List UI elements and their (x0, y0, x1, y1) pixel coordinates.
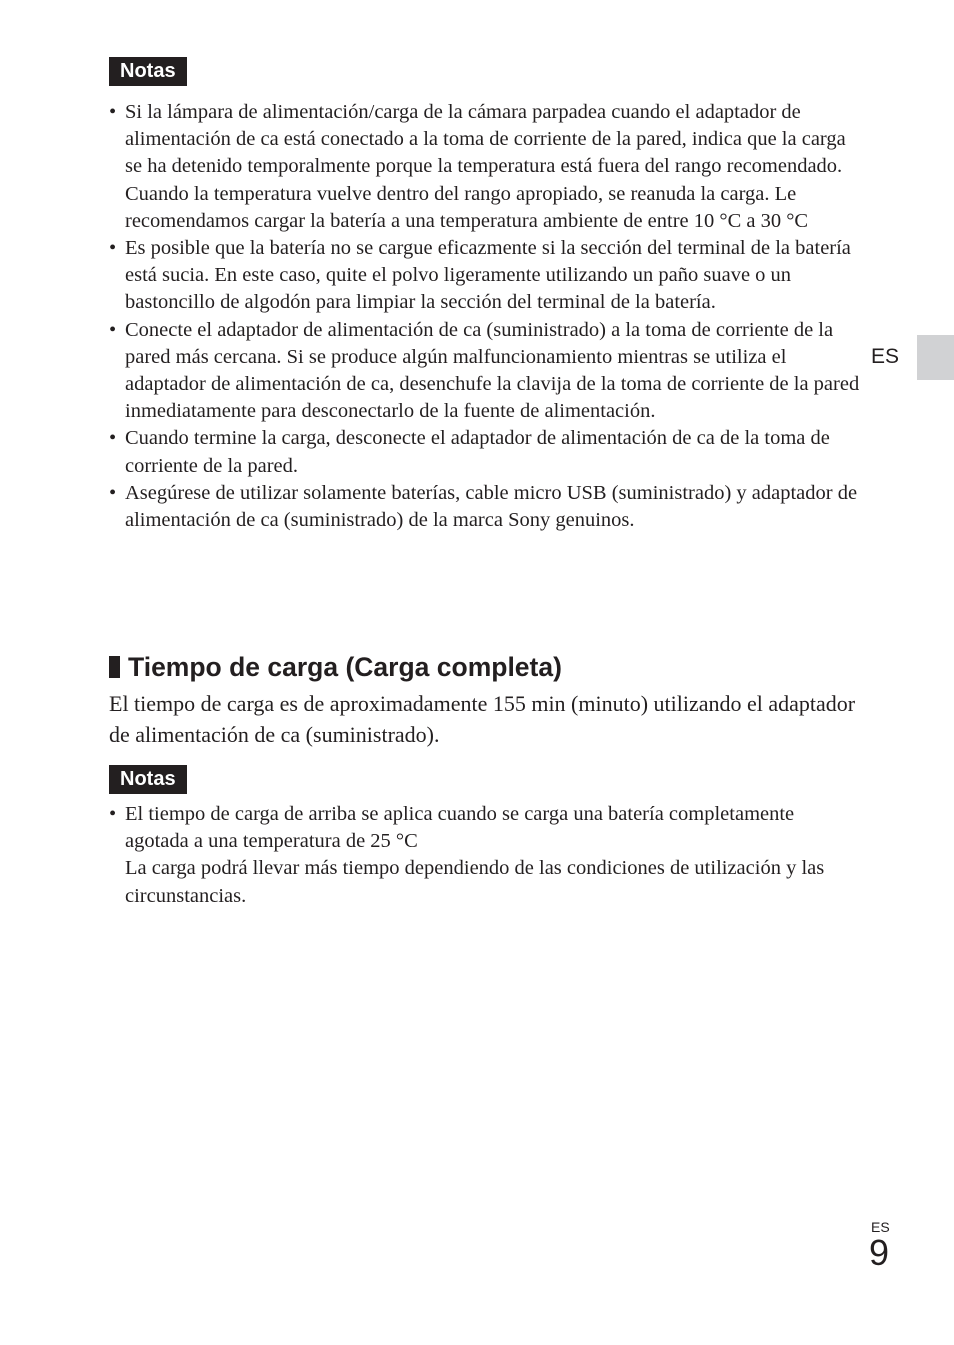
notes-list (109, 801, 861, 910)
side-tab (917, 335, 954, 380)
list-item: • Asegúrese de utilizar solamente baterías, cable micro USB (suministrado) y adaptador de alimentación de ca (suministrado) de la marca Sony genuinos. (109, 480, 861, 534)
note-line: El tiempo de carga de arriba se aplica cuando se carga una batería completamente agotada a una temperatura de 25 °C (125, 803, 795, 853)
list-item: • Es posible que la batería no se cargue eficazmente si la sección del terminal de la batería está sucia. En este caso, quite el polvo ligeramente utilizando un paño suave o un bastoncillo de algodón para limpiar la sección del terminal de la batería. (109, 235, 861, 317)
list-item: • Si la lámpara de alimentación/carga de la cámara parpadea cuando el adaptador de alimentación de ca está conectado a la toma de corriente de la pared, indica que la carga se ha detenido temporalmente porque la temperatura está fuera del rango recomendado. Cuando la temperatura vuelve dentro del rango apropiado, se reanuda la carga. Le recomendamos cargar la batería a una temperatura ambiente de entre 10 °C a 30 °C (109, 99, 861, 235)
list-item: • Cuando termine la carga, desconecte el adaptador de alimentación de ca de la toma de corriente de la pared. (109, 425, 861, 479)
heading-marker-icon (109, 656, 120, 678)
list-item (109, 801, 861, 910)
footer-language-label: ES (871, 1219, 890, 1235)
section-body: El tiempo de carga es de aproximadamente 155 min (minuto) utilizando el adaptador de alimentación de ca (suministrado). (109, 691, 856, 747)
list-item: • Conecte el adaptador de alimentación de ca (suministrado) a la toma de corriente de la pared más cercana. Si se produce algún malfuncionamiento mientras se utiliza el adaptador de alimentación de ca, desenchufe la clavija de la toma de corriente de la pared inmediatamente para desconectarlo de la fuente de alimentación. (109, 317, 861, 426)
notes-label: Notas (109, 57, 187, 86)
section-heading (109, 650, 562, 684)
notes-label: Notas (109, 765, 187, 794)
side-language-label: ES (871, 345, 900, 368)
note-line: La carga podrá llevar más tiempo dependiendo de las condiciones de utilización y las circunstancias. (125, 857, 825, 907)
page-number: 9 (869, 1232, 890, 1273)
notes-list (109, 99, 861, 534)
section-heading-text: Tiempo de carga (Carga completa) (128, 652, 562, 682)
